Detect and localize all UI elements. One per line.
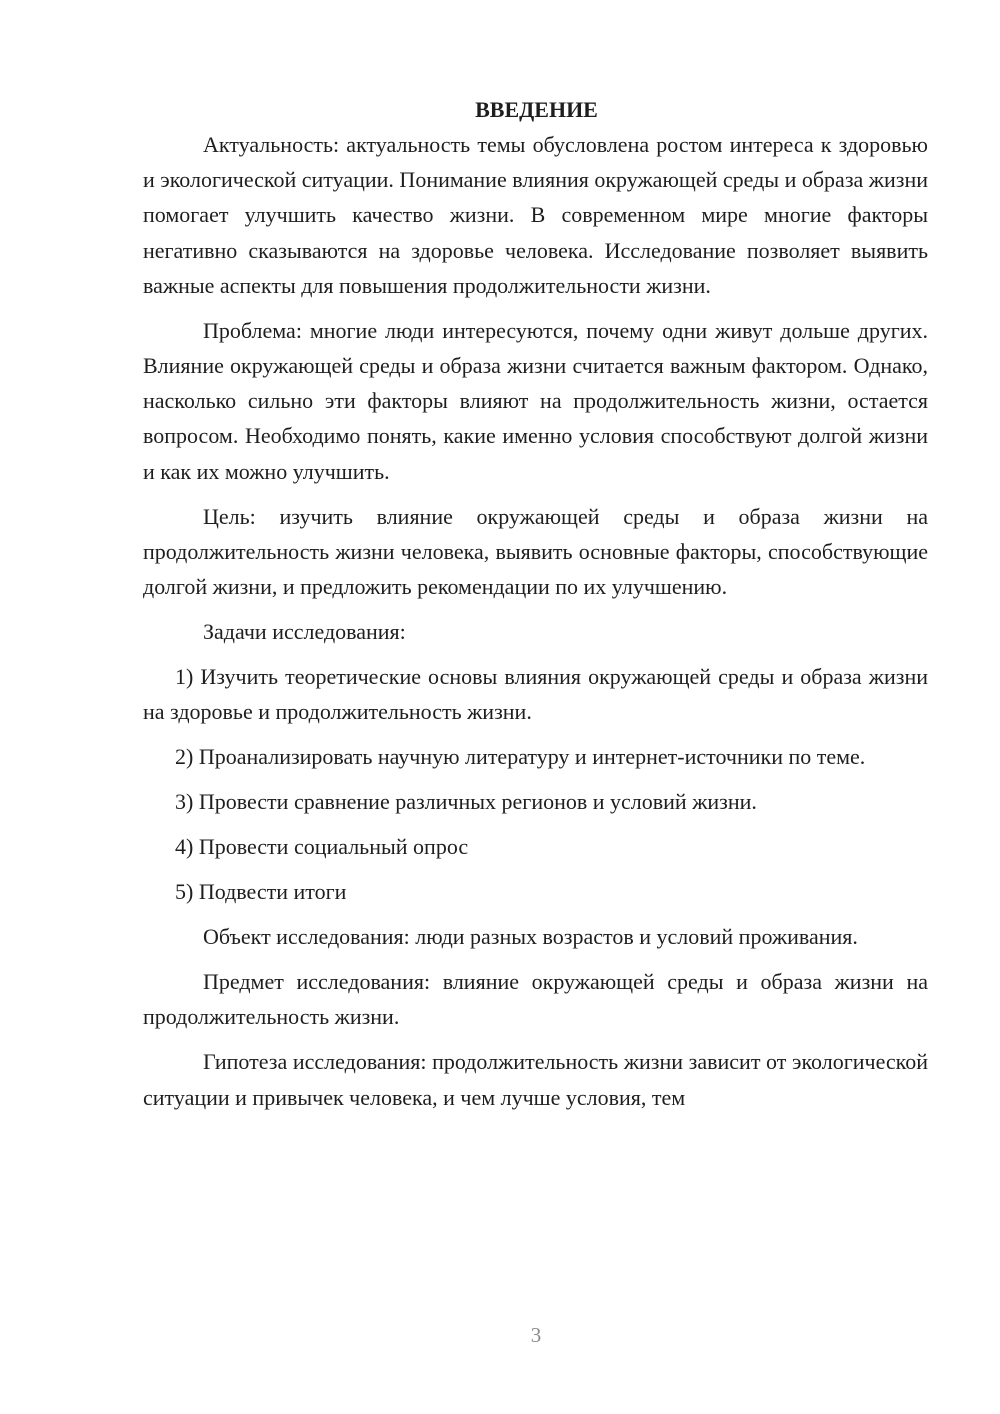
task-item: 1) Изучить теоретические основы влияния окружающей среды и образа жизни на здоровье и продолжительность жизни.: [143, 664, 928, 725]
document-page: [143, 92, 928, 1125]
subject-paragraph: Предмет исследования: влияние окружающей среды и образа жизни на продолжительность жизни.: [143, 969, 928, 1030]
relevance-paragraph: Актуальность: актуальность темы обусловлена ростом интереса к здоровью и экологической ситуации. Понимание влияния окружающей среды и образа жизни помогает улучшить качество жизни. В современном мире многие факторы негативно сказываются на здоровье человека. Исследование позволяет выявить важные аспекты для повышения продолжительности жизни.: [143, 132, 928, 298]
task-item: 5) Подвести итоги: [175, 879, 347, 905]
page-number: 3: [530, 1323, 542, 1347]
task-item: 4) Провести социальный опрос: [175, 834, 469, 860]
hypothesis-paragraph: Гипотеза исследования: продолжительность жизни зависит от экологической ситуации и привычек человека, и чем лучше условия, тем: [143, 1049, 928, 1110]
goal-paragraph: Цель: изучить влияние окружающей среды и образа жизни на продолжительность жизни человека, выявить основные факторы, способствующие долгой жизни, и предложить рекомендации по их улучшению.: [143, 503, 928, 600]
object-paragraph: Объект исследования: люди разных возрастов и условий проживания.: [203, 924, 858, 950]
tasks-heading: Задачи исследования:: [203, 619, 406, 645]
task-item: 2) Проанализировать научную литературу и интернет-источники по теме.: [175, 744, 866, 770]
problem-paragraph: Проблема: многие люди интересуются, почему одни живут дольше других. Влияние окружающей среды и образа жизни считается важным фактором. Однако, насколько сильно эти факторы влияют на продолжительность жизни, остается вопросом. Необходимо понять, какие именно условия способствуют долгой жизни и как их можно улучшить.: [143, 317, 928, 484]
section-title: ВВЕДЕНИЕ: [475, 97, 598, 122]
task-item: 3) Провести сравнение различных регионов и условий жизни.: [175, 789, 757, 815]
